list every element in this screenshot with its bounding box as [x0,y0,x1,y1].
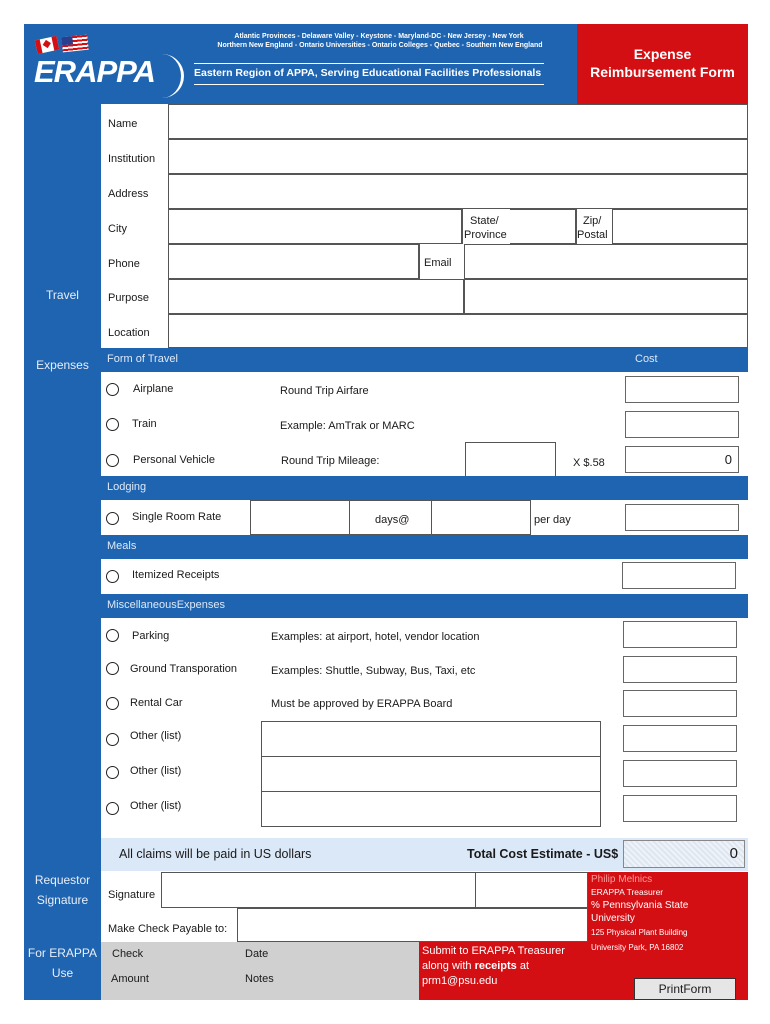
submit-line-2-suffix: at [516,960,530,972]
name-label: Name [108,118,138,130]
ground-transportation-label: Ground Transporation [130,663,238,675]
phone-field[interactable] [168,244,419,279]
nights-field[interactable] [250,500,350,535]
parking-cost-field[interactable] [623,621,737,648]
signature-label: Signature [108,889,156,901]
dates-field[interactable] [464,279,748,314]
regions-line-1: Atlantic Provinces - Delaware Valley - Keystone - Maryland-DC - New Jersey - New York [234,33,524,40]
sidebar-expenses: Expenses [36,358,89,372]
train-note: Example: AmTrak or MARC [280,420,415,432]
vehicle-cost-field[interactable]: 0 [625,446,739,473]
submit-line-2 [422,959,588,974]
itemized-receipts-radio[interactable] [106,570,119,583]
erappa-date-label: Date [245,948,269,960]
treasurer-line-6: University Park, PA 16802 [591,943,684,952]
sidebar-requestor-line-1: Requestor [34,873,91,887]
mileage-rate: X $.58 [573,457,605,469]
mileage-field[interactable] [465,442,556,477]
address-field[interactable] [168,174,748,209]
phone-label: Phone [108,258,140,270]
train-cost-field[interactable] [625,411,739,438]
meals-header: Meals [101,535,748,559]
address-label: Address [108,188,149,200]
misc-header: MiscellaneousExpenses [101,594,748,618]
state-label-line-1: State/ [470,215,499,227]
itemized-receipts-label: Itemized Receipts [132,569,220,581]
zip-label-line-1: Zip/ [583,215,602,227]
other-2-description-field[interactable] [261,756,601,792]
parking-note: Examples: at airport, hotel, vendor location [271,631,480,643]
canada-flag-icon [35,36,59,54]
email-field[interactable] [464,244,748,279]
rental-car-note: Must be approved by ERAPPA Board [271,698,453,710]
submit-block [419,942,588,1000]
other-1-label: Other (list) [130,730,182,742]
single-room-label: Single Room Rate [132,511,222,523]
meals-cost-field[interactable] [622,562,736,589]
form-of-travel-header [101,348,748,372]
header-rule-bottom [194,84,544,85]
payable-field[interactable] [237,908,588,942]
lodging-rule [350,500,431,501]
other-1-description-field[interactable] [261,721,601,757]
sidebar [24,104,101,1000]
lodging-cost-field[interactable] [625,504,739,531]
state-label-line-2: Province [464,229,507,241]
print-form-button[interactable]: PrintForm [634,978,736,1000]
purpose-label: Purpose [108,292,149,304]
logo-swoosh [156,54,184,98]
payable-label: Make Check Payable to: [108,923,228,935]
erappa-check-label: Check [112,948,144,960]
ground-transportation-note: Examples: Shuttle, Subway, Bus, Taxi, etc [271,665,476,677]
header-banner [24,24,577,104]
erappa-logo: ERAPPA [34,54,155,89]
train-label: Train [132,418,157,430]
other-3-cost-field[interactable] [623,795,737,822]
other-2-cost-field[interactable] [623,760,737,787]
form-title-line-2: Reimbursement Form [590,64,735,80]
per-day-label: per day [534,514,571,526]
city-field[interactable] [168,209,462,244]
tagline: Eastern Region of APPA, Serving Educational Facilities Professionals [194,67,542,79]
rate-per-day-field[interactable] [431,500,531,535]
treasurer-title: ERAPPA Treasurer [591,887,664,897]
ground-transportation-cost-field[interactable] [623,656,737,683]
airplane-cost-field[interactable] [625,376,739,403]
airplane-radio[interactable] [106,383,119,396]
other-1-radio[interactable] [106,733,119,746]
airplane-label: Airplane [133,383,174,395]
cost-column-title: Cost [635,353,658,365]
regions-line-2: Northern New England - Ontario Universities - Ontario Colleges - Quebec - Southern New England [217,42,543,49]
days-at-label: days@ [375,514,410,526]
signature-field[interactable] [161,872,476,908]
zip-field[interactable] [612,209,748,244]
state-box-divider [462,209,463,244]
email-box-divider [419,244,420,279]
submit-receipts-emphasis: receipts [474,960,517,972]
erappa-amount-label: Amount [111,973,149,985]
header-rule-top [194,63,544,64]
sidebar-travel: Travel [46,288,79,302]
other-1-cost-field[interactable] [623,725,737,752]
email-label: Email [424,257,452,269]
sidebar-erappa-line-1: For ERAPPA [27,946,98,960]
total-cost-label: Total Cost Estimate - US$ [467,847,619,861]
state-label [464,214,507,242]
date-field[interactable] [476,872,588,908]
submit-line-2-prefix: along with [422,960,475,972]
other-3-radio[interactable] [106,802,119,815]
form-of-travel-title: Form of Travel [107,353,178,365]
institution-label: Institution [108,153,156,165]
institution-field[interactable] [168,139,748,174]
total-cost-field[interactable]: 0 [623,840,745,868]
treasurer-block [588,872,748,962]
sidebar-erappa-use [24,943,101,983]
parking-radio[interactable] [106,629,119,642]
location-field[interactable] [168,314,748,348]
treasurer-line-4: University [591,913,635,924]
treasurer-line-3: % Pennsylvania State [591,900,689,911]
train-radio[interactable] [106,418,119,431]
lodging-header: Lodging [101,476,748,500]
city-label: City [108,223,127,235]
purpose-field[interactable] [168,279,464,314]
submit-line-1: Submit to ERAPPA Treasurer [422,945,565,957]
treasurer-line-5: 125 Physical Plant Building [591,928,688,937]
zip-box-divider [576,209,577,244]
name-field[interactable] [168,104,748,139]
erappa-notes-label: Notes [245,973,274,985]
sidebar-requestor [24,870,101,910]
zip-label-line-2: Postal [577,229,608,241]
rental-car-cost-field[interactable] [623,690,737,717]
other-3-label: Other (list) [130,800,182,812]
sidebar-requestor-line-2: Signature [36,893,89,907]
location-label: Location [108,327,150,339]
single-room-radio[interactable] [106,512,119,525]
state-field[interactable] [510,209,576,244]
rental-car-label: Rental Car [130,697,183,709]
treasurer-name: Philip Melnics [591,874,653,885]
sidebar-erappa-line-2: Use [51,966,74,980]
other-3-description-field[interactable] [261,791,601,827]
vehicle-radio[interactable] [106,454,119,467]
parking-label: Parking [132,630,170,642]
airplane-note: Round Trip Airfare [280,385,369,397]
vehicle-label: Personal Vehicle [133,454,215,466]
submit-email: prm1@psu.edu [422,975,498,987]
usa-flag-icon [61,35,88,53]
other-2-label: Other (list) [130,765,182,777]
zip-label [577,214,608,242]
form-title-box [577,24,748,104]
claims-note: All claims will be paid in US dollars [119,847,312,861]
other-2-radio[interactable] [106,766,119,779]
form-title-line-1: Expense [633,46,692,62]
vehicle-note: Round Trip Mileage: [281,455,380,467]
rental-car-radio[interactable] [106,697,119,710]
ground-transportation-radio[interactable] [106,662,119,675]
